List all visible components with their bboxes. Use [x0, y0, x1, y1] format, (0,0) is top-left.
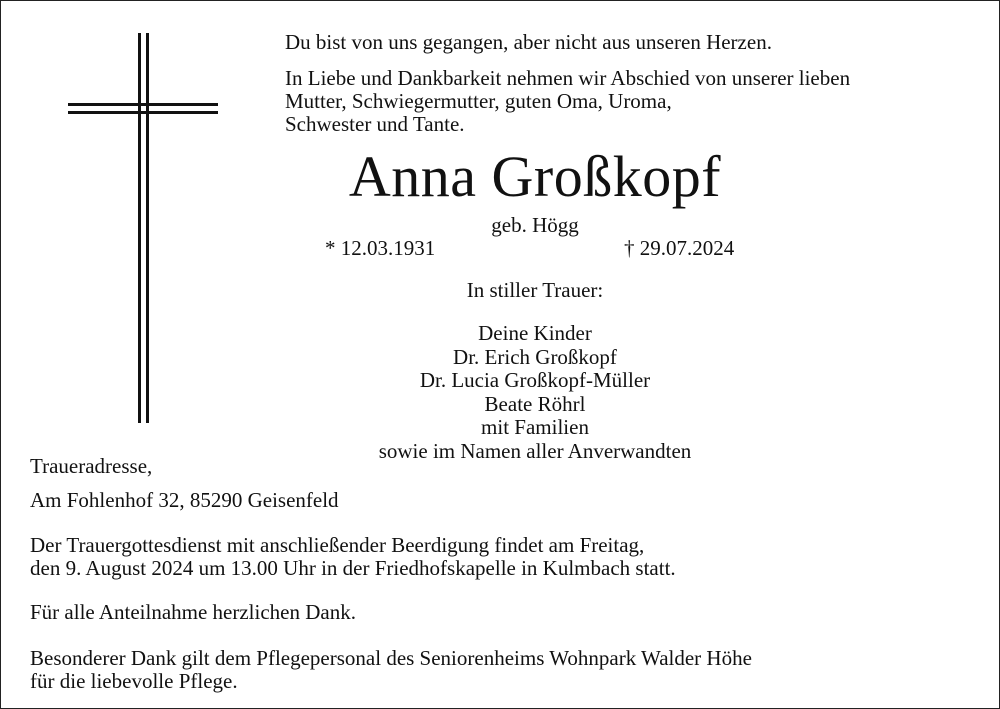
service-info-line: den 9. August 2024 um 13.00 Uhr in der Friedhofskapelle in Kulmbach statt. — [30, 556, 676, 580]
birth-date: * 12.03.1931 — [325, 236, 436, 260]
deceased-name: Anna Großkopf — [348, 144, 722, 209]
mourners-list — [285, 322, 785, 463]
address-label: Traueradresse, — [30, 454, 153, 478]
mourner-line: Deine Kinder — [478, 321, 592, 345]
mourner-line: Dr. Lucia Großkopf-Müller — [419, 368, 651, 392]
intro-text-line: Mutter, Schwiegermutter, guten Oma, Uroma, — [285, 89, 672, 113]
cross-icon — [68, 33, 218, 423]
mourner-line: mit Familien — [481, 415, 589, 439]
maiden-name: geb. Högg — [491, 213, 579, 237]
service-info-line: Der Trauergottesdienst mit anschließender Beerdigung findet am Freitag, — [30, 533, 645, 557]
special-thanks-line: Besonderer Dank gilt dem Pflegepersonal des Seniorenheims Wohnpark Walder Höhe — [30, 646, 752, 670]
mourner-line: Dr. Erich Großkopf — [453, 344, 617, 369]
mourner-line: sowie im Namen aller Anverwandten — [378, 438, 692, 463]
intro-quote: Du bist von uns gegangen, aber nicht aus unseren Herzen. — [285, 30, 772, 54]
intro-text-line: Schwester und Tante. — [285, 112, 465, 136]
intro-text-line: In Liebe und Dankbarkeit nehmen wir Abschied von unserer lieben — [285, 66, 851, 90]
special-thanks-line: für die liebevolle Pflege. — [30, 669, 238, 693]
thanks-text: Für alle Anteilnahme herzlichen Dank. — [30, 600, 356, 624]
address-value: Am Fohlenhof 32, 85290 Geisenfeld — [30, 488, 339, 512]
death-date: † 29.07.2024 — [624, 236, 735, 260]
mourning-heading: In stiller Trauer: — [466, 278, 604, 302]
mourner-line: Beate Röhrl — [484, 391, 586, 416]
